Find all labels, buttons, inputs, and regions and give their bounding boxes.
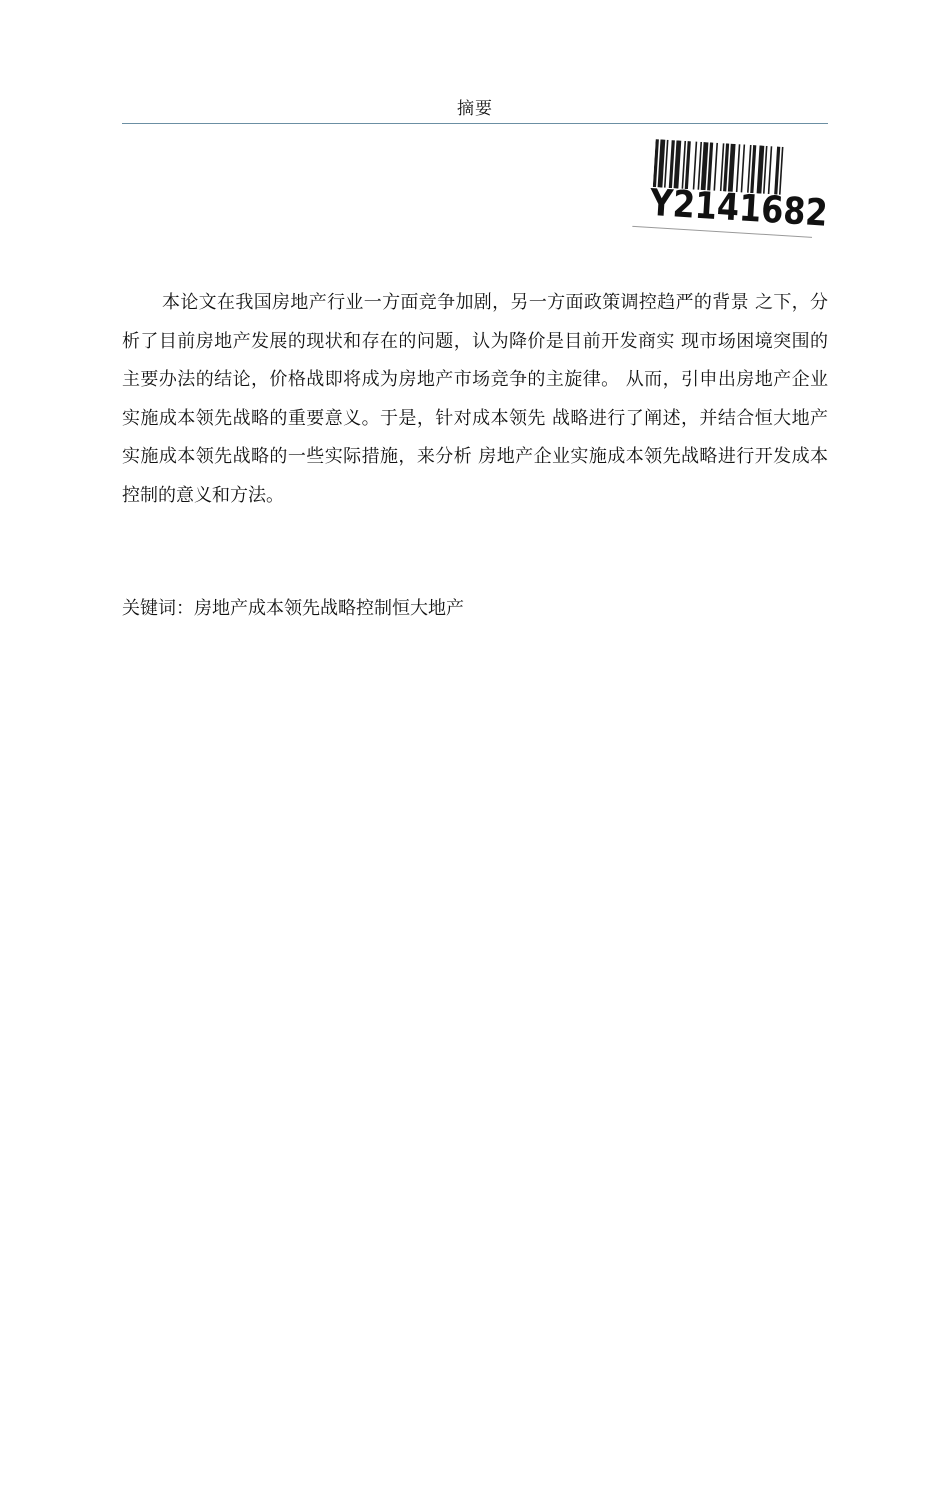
- barcode-bar: [774, 147, 780, 195]
- barcode-bar: [713, 143, 718, 191]
- barcode-bar: [685, 141, 691, 189]
- barcode-bar: [674, 140, 682, 188]
- barcode-bar: [653, 139, 659, 187]
- barcode-label: [632, 134, 829, 245]
- barcode-bar: [768, 146, 773, 194]
- barcode-bar: [757, 145, 765, 193]
- barcode-bar: [750, 145, 756, 193]
- page-header: [122, 96, 828, 124]
- barcode-bar: [669, 140, 675, 188]
- keywords-line: 关键词：房地产成本领先战略控制恒大地产: [122, 598, 464, 619]
- barcode-bar: [723, 143, 729, 191]
- abstract-paragraph: 本论文在我国房地产行业一方面竞争加剧，另一方面政策调控趋严的背景 之下，分析了目前房地产发展的现状和存在的问题，认为降价是目前开发商实 现市场困境突围的主要办法的结论，价格战即将成为房地产市场竞争的主旋律。 从而，引申出房地产企业实施成本领先战略的重要意义。于是，针对成本领先 战略进行了阐述，并结合恒大地产实施成本领先战略的一些实际措施，来分析 房地产企业实施成本领先战略进行开发成本控制的意义和方法。: [122, 292, 828, 506]
- barcode-bar: [707, 142, 713, 190]
- barcode-number: Y2141682: [648, 180, 829, 235]
- barcode-bar: [658, 139, 666, 187]
- barcode-bar: [701, 142, 709, 190]
- barcode-bar: [693, 142, 698, 190]
- barcode-bar: [736, 144, 741, 192]
- barcode-bar: [728, 144, 736, 192]
- page-title: 摘要: [457, 99, 493, 119]
- barcode-bar: [741, 144, 746, 192]
